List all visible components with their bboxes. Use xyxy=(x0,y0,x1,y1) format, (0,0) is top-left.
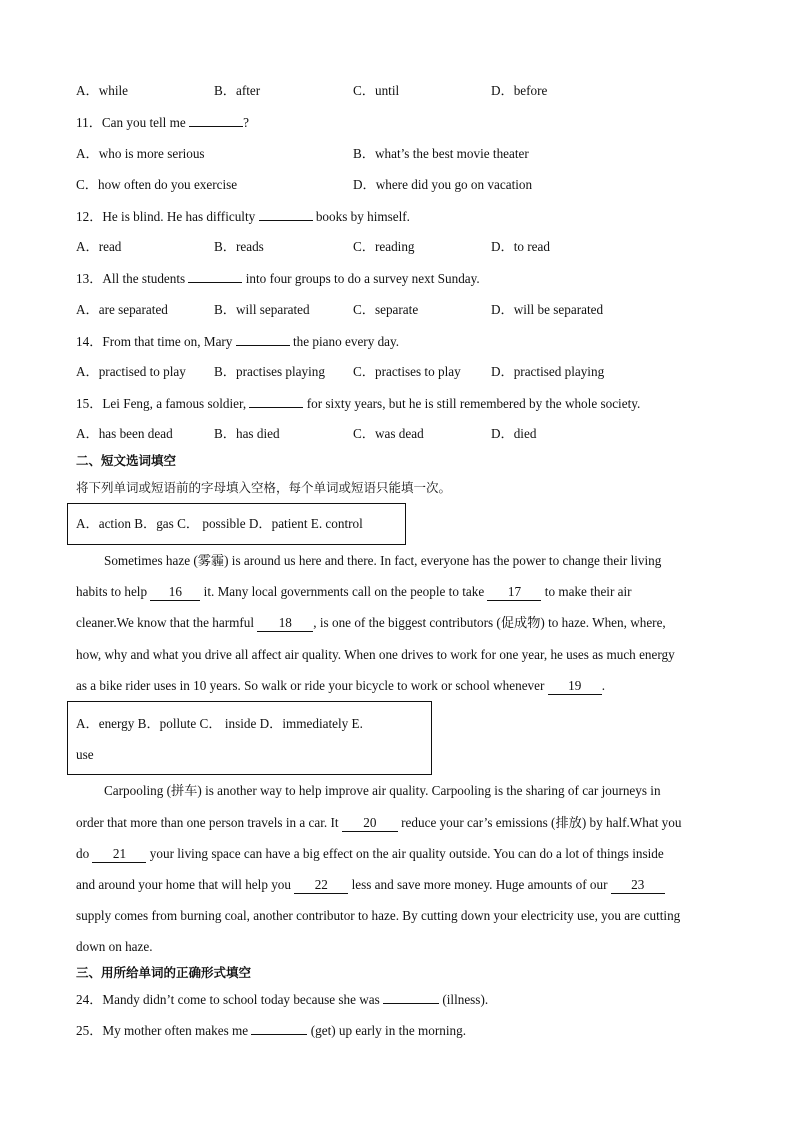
p2-line-6: down on haze. xyxy=(76,939,153,954)
q24-stem: 24．Mandy didn’t come to school today because she was (illness). xyxy=(76,992,489,1007)
q10-option-d[interactable]: D．before xyxy=(491,83,548,98)
q12-option-d[interactable]: D．to read xyxy=(491,239,550,254)
q12-option-b[interactable]: B．reads xyxy=(214,239,264,254)
p2-line-5: supply comes from burning coal, another contributor to haze. By cutting down your electricity use, you are cutting xyxy=(76,908,681,923)
q11-option-a[interactable]: A．who is more serious xyxy=(76,146,205,161)
q13-option-b[interactable]: B．will separated xyxy=(214,302,310,317)
q12-blank[interactable] xyxy=(259,208,313,221)
word-bank-2-line-1: A．energy B．pollute C． inside D．immediately E. xyxy=(76,716,363,731)
q24-blank[interactable] xyxy=(383,991,439,1004)
q13-option-d[interactable]: D．will be separated xyxy=(491,302,604,317)
q11-stem: 11．Can you tell me ? xyxy=(76,115,249,130)
p2-line-2: order that more than one person travels in a car. It 20 reduce your car’s emissions (排放) by half.What you xyxy=(76,815,682,830)
q12-option-a[interactable]: A．read xyxy=(76,239,122,254)
q13-option-a[interactable]: A．are separated xyxy=(76,302,168,317)
blank-18[interactable]: 18 xyxy=(257,615,313,632)
q14-blank[interactable] xyxy=(236,333,290,346)
q11-option-b[interactable]: B．what’s the best movie theater xyxy=(353,146,529,161)
p1-line-2: habits to help 16 it. Many local governments call on the people to take 17 to make their air xyxy=(76,584,632,599)
q11-option-c[interactable]: C．how often do you exercise xyxy=(76,177,238,192)
q14-stem: 14．From that time on, Mary the piano every day. xyxy=(76,334,400,349)
p1-line-3: cleaner.We know that the harmful 18 , is one of the biggest contributors (促成物) to haze. When, where, xyxy=(76,615,666,630)
section-2-title: 二、短文选词填空 xyxy=(76,453,177,468)
word-bank-box-2 xyxy=(67,701,432,775)
q12-stem: 12．He is blind. He has difficulty books by himself. xyxy=(76,209,410,224)
word-bank-box-1 xyxy=(67,503,406,545)
section-3-title: 三、用所给单词的正确形式填空 xyxy=(76,965,252,980)
blank-21[interactable]: 21 xyxy=(92,846,146,863)
q15-option-c[interactable]: C．was dead xyxy=(353,426,424,441)
q14-option-d[interactable]: D．practised playing xyxy=(491,364,605,379)
word-bank-2-line-2: use xyxy=(76,747,94,762)
blank-23[interactable]: 23 xyxy=(611,877,665,894)
q15-option-d[interactable]: D．died xyxy=(491,426,537,441)
blank-19[interactable]: 19 xyxy=(548,678,602,695)
q14-option-b[interactable]: B．practises playing xyxy=(214,364,325,379)
q10-option-b[interactable]: B．after xyxy=(214,83,261,98)
p2-line-1: Carpooling (拼车) is another way to help improve air quality. Carpooling is the sharing of car journeys in xyxy=(104,783,661,798)
q11-option-d[interactable]: D．where did you go on vacation xyxy=(353,177,533,192)
q14-option-c[interactable]: C．practises to play xyxy=(353,364,461,379)
p2-line-3: do 21 your living space can have a big effect on the air quality outside. You can do a lot of things inside xyxy=(76,846,664,861)
p2-line-4: and around your home that will help you 22 less and save more money. Huge amounts of our 23 xyxy=(76,877,665,894)
section-2-instruction: 将下列单词或短语前的字母填入空格，每个单词或短语只能填一次。 xyxy=(76,480,452,495)
q13-stem: 13．All the students into four groups to do a survey next Sunday. xyxy=(76,271,480,286)
blank-20[interactable]: 20 xyxy=(342,815,398,832)
blank-16[interactable]: 16 xyxy=(150,584,200,601)
q14-option-a[interactable]: A．practised to play xyxy=(76,364,186,379)
q15-blank[interactable] xyxy=(249,395,303,408)
q12-option-c[interactable]: C．reading xyxy=(353,239,415,254)
q10-option-a[interactable]: A．while xyxy=(76,83,129,98)
q15-option-b[interactable]: B．has died xyxy=(214,426,280,441)
blank-22[interactable]: 22 xyxy=(294,877,348,894)
q11-blank[interactable] xyxy=(189,114,243,127)
q25-blank[interactable] xyxy=(251,1022,307,1035)
q10-option-c[interactable]: C．until xyxy=(353,83,400,98)
blank-17[interactable]: 17 xyxy=(487,584,541,601)
p1-line-4: how, why and what you drive all affect air quality. When one drives to work for one year, he uses as much energy xyxy=(76,647,675,662)
q13-option-c[interactable]: C．separate xyxy=(353,302,419,317)
p1-line-1: Sometimes haze (雾霾) is around us here and there. In fact, everyone has the power to change their living xyxy=(104,553,662,568)
word-bank-1-text: A．action B．gas C． possible D．patient E. control xyxy=(76,516,363,531)
q13-blank[interactable] xyxy=(188,270,242,283)
q15-stem: 15．Lei Feng, a famous soldier, for sixty years, but he is still remembered by the whole society. xyxy=(76,396,641,411)
p1-line-5: as a bike rider uses in 10 years. So walk or ride your bicycle to work or school whenever 19 . xyxy=(76,678,605,693)
q15-option-a[interactable]: A．has been dead xyxy=(76,426,173,441)
q25-stem: 25．My mother often makes me (get) up early in the morning. xyxy=(76,1023,467,1038)
